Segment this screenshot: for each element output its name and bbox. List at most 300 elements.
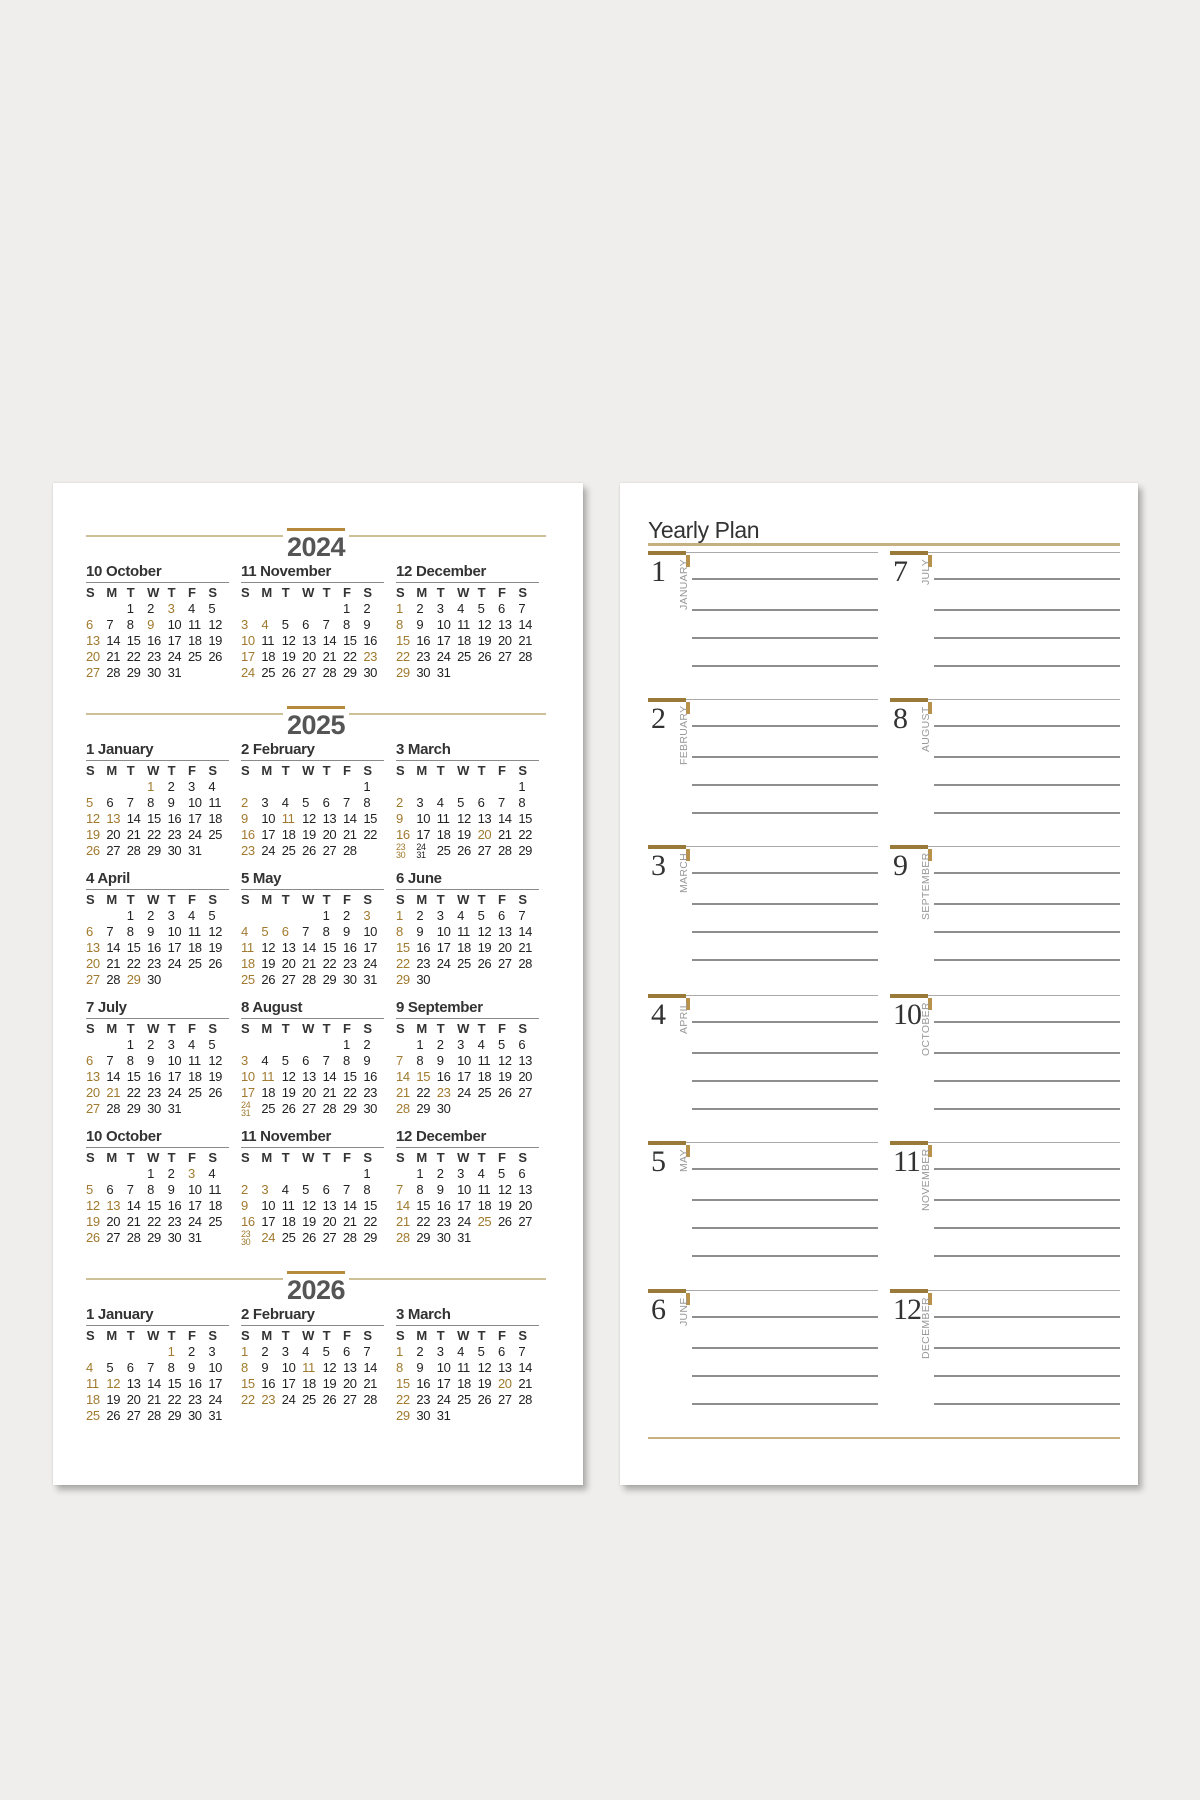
day-number: 1 [342,1037,350,1052]
day-number: 13 [518,1053,533,1068]
writing-line[interactable] [692,1316,878,1318]
day-number: 3 [436,908,444,923]
month-plan-september[interactable] [890,845,1120,980]
day-number: 29 [416,1101,431,1116]
writing-line[interactable] [692,784,878,786]
day-number: 11 [187,617,201,632]
day-number: 20 [281,956,296,971]
day-number: 24 [436,1392,451,1407]
day-grid [86,892,229,988]
day-number: 8 [147,1182,155,1197]
writing-line[interactable] [934,959,1120,961]
writing-line[interactable] [934,872,1120,874]
writing-line[interactable] [934,637,1120,639]
writing-line[interactable] [692,872,878,874]
day-number: 16 [416,633,431,648]
day-number: 8 [147,795,155,810]
day-number: 16 [147,633,161,648]
empty-day [363,843,383,859]
day-number: 15 [322,940,337,955]
day-number: 12 [477,617,492,632]
title-rule [648,543,1120,546]
writing-line[interactable] [934,609,1120,611]
day-number: 2 [147,601,155,616]
weekday-label: T [322,1328,331,1343]
day-grid [241,892,384,988]
day-number: 22 [342,649,357,664]
month-title: 3 March [396,1306,539,1326]
writing-line[interactable] [692,665,878,667]
day-number: 6 [126,1360,134,1375]
month-top-rule [928,1290,1120,1291]
weekday-label: F [187,892,196,907]
writing-line[interactable] [692,903,878,905]
day-number: 18 [457,1376,471,1391]
empty-day [302,779,322,795]
empty-day [457,1101,477,1117]
empty-day [106,908,126,924]
month-title: 1 January [86,1306,229,1326]
day-number: 20 [497,940,512,955]
day-number: 13 [126,1376,141,1391]
writing-line[interactable] [934,1108,1120,1110]
day-number: 27 [106,843,121,858]
day-number: 12 [497,1182,512,1197]
writing-line[interactable] [934,665,1120,667]
writing-line[interactable] [934,784,1120,786]
day-number: 7 [342,795,350,810]
writing-line[interactable] [692,812,878,814]
day-number: 9 [396,811,403,826]
day-number: 8 [126,924,134,939]
weekday-label: S [363,892,372,907]
weekday-label: S [208,1150,217,1165]
weekday-label: S [241,892,250,907]
writing-line[interactable] [692,1108,878,1110]
empty-day [396,1166,416,1182]
day-number: 1 [241,1344,248,1359]
month-number: 8 [893,702,907,735]
writing-line[interactable] [692,1255,878,1257]
day-number: 26 [302,843,316,858]
writing-line[interactable] [934,756,1120,758]
weekday-label: M [261,585,272,600]
day-number: 15 [147,1198,161,1213]
writing-line[interactable] [934,1255,1120,1257]
day-number: 14 [518,1360,533,1375]
weekday-label: S [396,585,405,600]
day-number: 9 [363,1053,371,1068]
day-number: 10 [208,1360,223,1375]
writing-line[interactable] [692,1227,878,1229]
month-plan-july[interactable] [890,551,1120,686]
month-title: 3 March [396,741,539,761]
writing-line[interactable] [934,1403,1120,1405]
day-grid [241,1021,384,1117]
month-calendar [396,741,539,859]
writing-line[interactable] [934,1199,1120,1201]
day-number: 10 [241,633,255,648]
day-number: 19 [281,1085,296,1100]
day-number: 4 [208,1166,216,1181]
month-plan-august[interactable] [890,698,1120,833]
weekday-label: F [342,1021,351,1036]
day-number: 31 [363,972,378,987]
day-number: 30 [363,1101,378,1116]
writing-line[interactable] [934,1168,1120,1170]
empty-day [416,779,436,795]
day-number: 15 [363,811,378,826]
day-number: 18 [477,1069,492,1084]
month-top-rule [686,1290,878,1291]
day-number: 30 [363,665,378,680]
day-grid [86,1021,229,1117]
day-number: 3 [436,601,444,616]
day-number: 28 [363,1392,378,1407]
weekday-label: S [241,1021,250,1036]
day-number: 6 [518,1166,526,1181]
day-number: 22 [126,1085,141,1100]
day-number: 3 [363,908,371,923]
day-number: 6 [106,795,114,810]
weekday-label: F [342,763,351,778]
day-number: 7 [497,795,505,810]
day-number: 8 [396,924,403,939]
writing-line[interactable] [692,1052,878,1054]
month-calendar [241,1306,384,1408]
day-number: 24 [457,1085,471,1100]
day-number: 11 [241,940,254,955]
writing-line[interactable] [692,609,878,611]
day-number: 12 [86,1198,100,1213]
day-number: 30 [147,1101,161,1116]
empty-day [208,843,228,859]
day-number: 5 [106,1360,114,1375]
day-number: 8 [416,1053,424,1068]
day-number: 17 [261,827,276,842]
day-number: 2 [167,1166,175,1181]
day-number: 28 [518,1392,533,1407]
day-number: 4 [86,1360,93,1375]
month-plan-october[interactable] [890,994,1120,1129]
writing-line[interactable] [692,637,878,639]
day-number: 16 [436,1198,451,1213]
month-number: 7 [893,555,907,588]
empty-day [457,1408,477,1424]
writing-line[interactable] [934,931,1120,933]
day-number: 19 [477,940,492,955]
writing-line[interactable] [934,725,1120,727]
weekday-label: F [342,1150,351,1165]
empty-day [457,665,477,681]
day-number: 7 [106,617,114,632]
month-calendar [396,870,539,988]
weekday-label: F [497,763,506,778]
day-number: 3 [261,1182,269,1197]
weekday-label: F [187,585,196,600]
day-number: 24 31 [241,1100,251,1118]
month-title: 8 August [241,999,384,1019]
month-number: 5 [651,1145,665,1178]
day-number: 9 [416,924,424,939]
day-number: 5 [477,1344,485,1359]
empty-day [518,1230,538,1246]
day-number: 13 [106,811,121,826]
day-number: 22 [396,956,410,971]
month-plan-january[interactable] [648,551,878,686]
month-plan-april[interactable] [648,994,878,1129]
weekday-label: S [208,763,217,778]
day-number: 19 [106,1392,121,1407]
year-title: 2024 [283,532,349,562]
day-number: 25 [477,1085,492,1100]
day-number: 23 [147,649,161,664]
month-top-rule [686,846,878,847]
day-number: 1 [416,1037,424,1052]
day-number: 12 [477,1360,492,1375]
day-number: 28 [147,1408,161,1423]
writing-line[interactable] [934,1316,1120,1318]
month-plan-may[interactable] [648,1141,878,1276]
day-number: 28 [342,843,357,858]
day-number: 3 [281,1344,289,1359]
day-number: 11 [187,1053,201,1068]
day-number: 24 [261,843,276,858]
weekday-label: F [497,585,506,600]
day-number: 14 [497,811,512,826]
weekday-label: M [106,763,117,778]
day-number: 7 [106,924,114,939]
bottom-rule [648,1437,1120,1439]
day-number: 5 [302,1182,310,1197]
day-number: 9 [436,1053,444,1068]
empty-day [241,1037,261,1053]
writing-line[interactable] [934,1375,1120,1377]
day-number: 16 [241,827,255,842]
weekday-label: S [86,1328,95,1343]
day-number: 22 [147,1214,161,1229]
writing-line[interactable] [692,959,878,961]
day-number: 6 [322,1182,330,1197]
empty-day [106,779,126,795]
writing-line[interactable] [934,578,1120,580]
day-number: 13 [302,633,316,648]
month-number: 6 [651,1293,665,1326]
day-number: 25 [187,956,202,971]
writing-line[interactable] [934,1227,1120,1229]
weekday-label: T [281,892,290,907]
writing-line[interactable] [934,812,1120,814]
day-number: 18 [261,1085,276,1100]
weekday-label: M [416,763,427,778]
weekday-label: T [322,763,331,778]
month-top-rule [928,846,1120,847]
writing-line[interactable] [692,1375,878,1377]
day-number: 2 [147,1037,155,1052]
day-grid [241,763,384,859]
day-number: 8 [126,617,134,632]
day-number: 29 [147,1230,161,1245]
writing-line[interactable] [692,578,878,580]
weekday-label: M [261,763,272,778]
writing-line[interactable] [692,1168,878,1170]
weekday-label: T [322,585,331,600]
empty-day [498,1230,518,1246]
empty-day [86,1037,106,1053]
empty-day [208,1101,228,1117]
day-number: 2 [167,779,175,794]
writing-line[interactable] [692,725,878,727]
day-number: 28 [518,956,533,971]
day-number: 11 [457,924,470,939]
writing-line[interactable] [692,1347,878,1349]
weekday-label: S [396,1150,405,1165]
page-title: Yearly Plan [648,517,760,543]
day-number: 23 [147,1085,161,1100]
writing-line[interactable] [692,1080,878,1082]
day-number: 21 [363,1376,378,1391]
writing-line[interactable] [934,903,1120,905]
weekday-label: M [261,1328,272,1343]
day-number: 15 [416,1198,431,1213]
day-number: 2 [416,601,424,616]
day-number: 26 [208,649,223,664]
month-name: SEPTEMBER [920,853,932,921]
weekday-label: M [106,892,117,907]
weekday-label: W [147,763,160,778]
day-number: 21 [126,1214,141,1229]
day-number: 1 [167,1344,175,1359]
weekday-label: W [302,1021,315,1036]
month-title: 6 June [396,870,539,890]
day-number: 23 [416,1392,431,1407]
month-calendar [241,741,384,859]
empty-day [106,1037,126,1053]
weekday-label: T [126,1328,135,1343]
weekday-label: W [302,892,315,907]
day-number: 14 [396,1198,410,1213]
day-grid [86,585,229,681]
month-plan-november[interactable] [890,1141,1120,1276]
day-number: 10 [457,1053,471,1068]
day-number: 15 [342,1069,357,1084]
empty-day [282,908,302,924]
weekday-label: W [457,892,470,907]
day-number: 27 [322,1230,337,1245]
writing-line[interactable] [692,756,878,758]
day-number: 5 [477,601,485,616]
day-number: 6 [86,617,93,632]
day-number: 21 [302,956,316,971]
day-number: 5 [281,1053,289,1068]
day-number: 17 [457,1198,471,1213]
weekday-label: S [396,1328,405,1343]
month-title: 12 December [396,563,539,583]
empty-day [396,779,416,795]
weekday-label: S [208,1021,217,1036]
day-number: 21 [342,1214,357,1229]
empty-day [208,665,228,681]
day-number: 24 [187,1214,202,1229]
day-number: 24 [167,649,182,664]
empty-day [478,972,498,988]
empty-day [437,779,457,795]
day-number: 28 [106,972,121,987]
day-number: 12 [261,940,276,955]
day-number: 4 [457,601,465,616]
day-number: 1 [126,1037,134,1052]
day-number: 16 [167,1198,182,1213]
day-number: 10 [167,1053,182,1068]
day-number: 17 [457,1069,471,1084]
month-plan-february[interactable] [648,698,878,833]
writing-line[interactable] [692,931,878,933]
month-plan-june[interactable] [648,1289,878,1424]
day-number: 18 [457,633,471,648]
day-number: 10 [187,1182,202,1197]
empty-day [208,1230,228,1246]
day-number: 15 [126,940,141,955]
weekday-label: S [86,1150,95,1165]
day-number: 26 [457,843,471,858]
day-number: 10 [436,1360,451,1375]
empty-day [127,1344,147,1360]
day-number: 22 [147,827,161,842]
day-number: 17 [436,633,451,648]
day-number: 27 [86,665,100,680]
empty-day [302,1037,322,1053]
day-number: 22 [396,649,410,664]
weekday-label: W [457,763,470,778]
day-number: 9 [261,1360,269,1375]
day-number: 30 [187,1408,202,1423]
month-top-rule [686,1142,878,1143]
day-grid [86,1328,229,1424]
writing-line[interactable] [934,1052,1120,1054]
day-number: 25 [86,1408,100,1423]
month-calendar [241,563,384,681]
day-number: 27 [322,843,337,858]
writing-line[interactable] [692,1021,878,1023]
writing-line[interactable] [692,1199,878,1201]
day-number: 21 [518,633,533,648]
month-name: JULY [920,559,932,586]
month-plan-december[interactable] [890,1289,1120,1424]
day-number: 7 [518,1344,526,1359]
month-number: 12 [893,1293,921,1326]
day-number: 7 [518,601,526,616]
month-top-rule [686,995,878,996]
writing-line[interactable] [934,1347,1120,1349]
writing-line[interactable] [692,1403,878,1405]
weekday-label: S [208,892,217,907]
day-number: 4 [187,1037,195,1052]
day-number: 13 [106,1198,121,1213]
weekday-label: F [187,1021,196,1036]
day-number: 25 [208,827,223,842]
day-number: 2 [436,1037,444,1052]
day-number: 29 [126,972,141,987]
weekday-label: S [363,1150,372,1165]
day-number: 28 [497,843,512,858]
empty-day [302,1166,322,1182]
weekday-label: W [457,585,470,600]
month-plan-march[interactable] [648,845,878,980]
day-number: 25 [281,843,296,858]
writing-line[interactable] [934,1080,1120,1082]
day-number: 4 [187,601,195,616]
writing-line[interactable] [934,1021,1120,1023]
